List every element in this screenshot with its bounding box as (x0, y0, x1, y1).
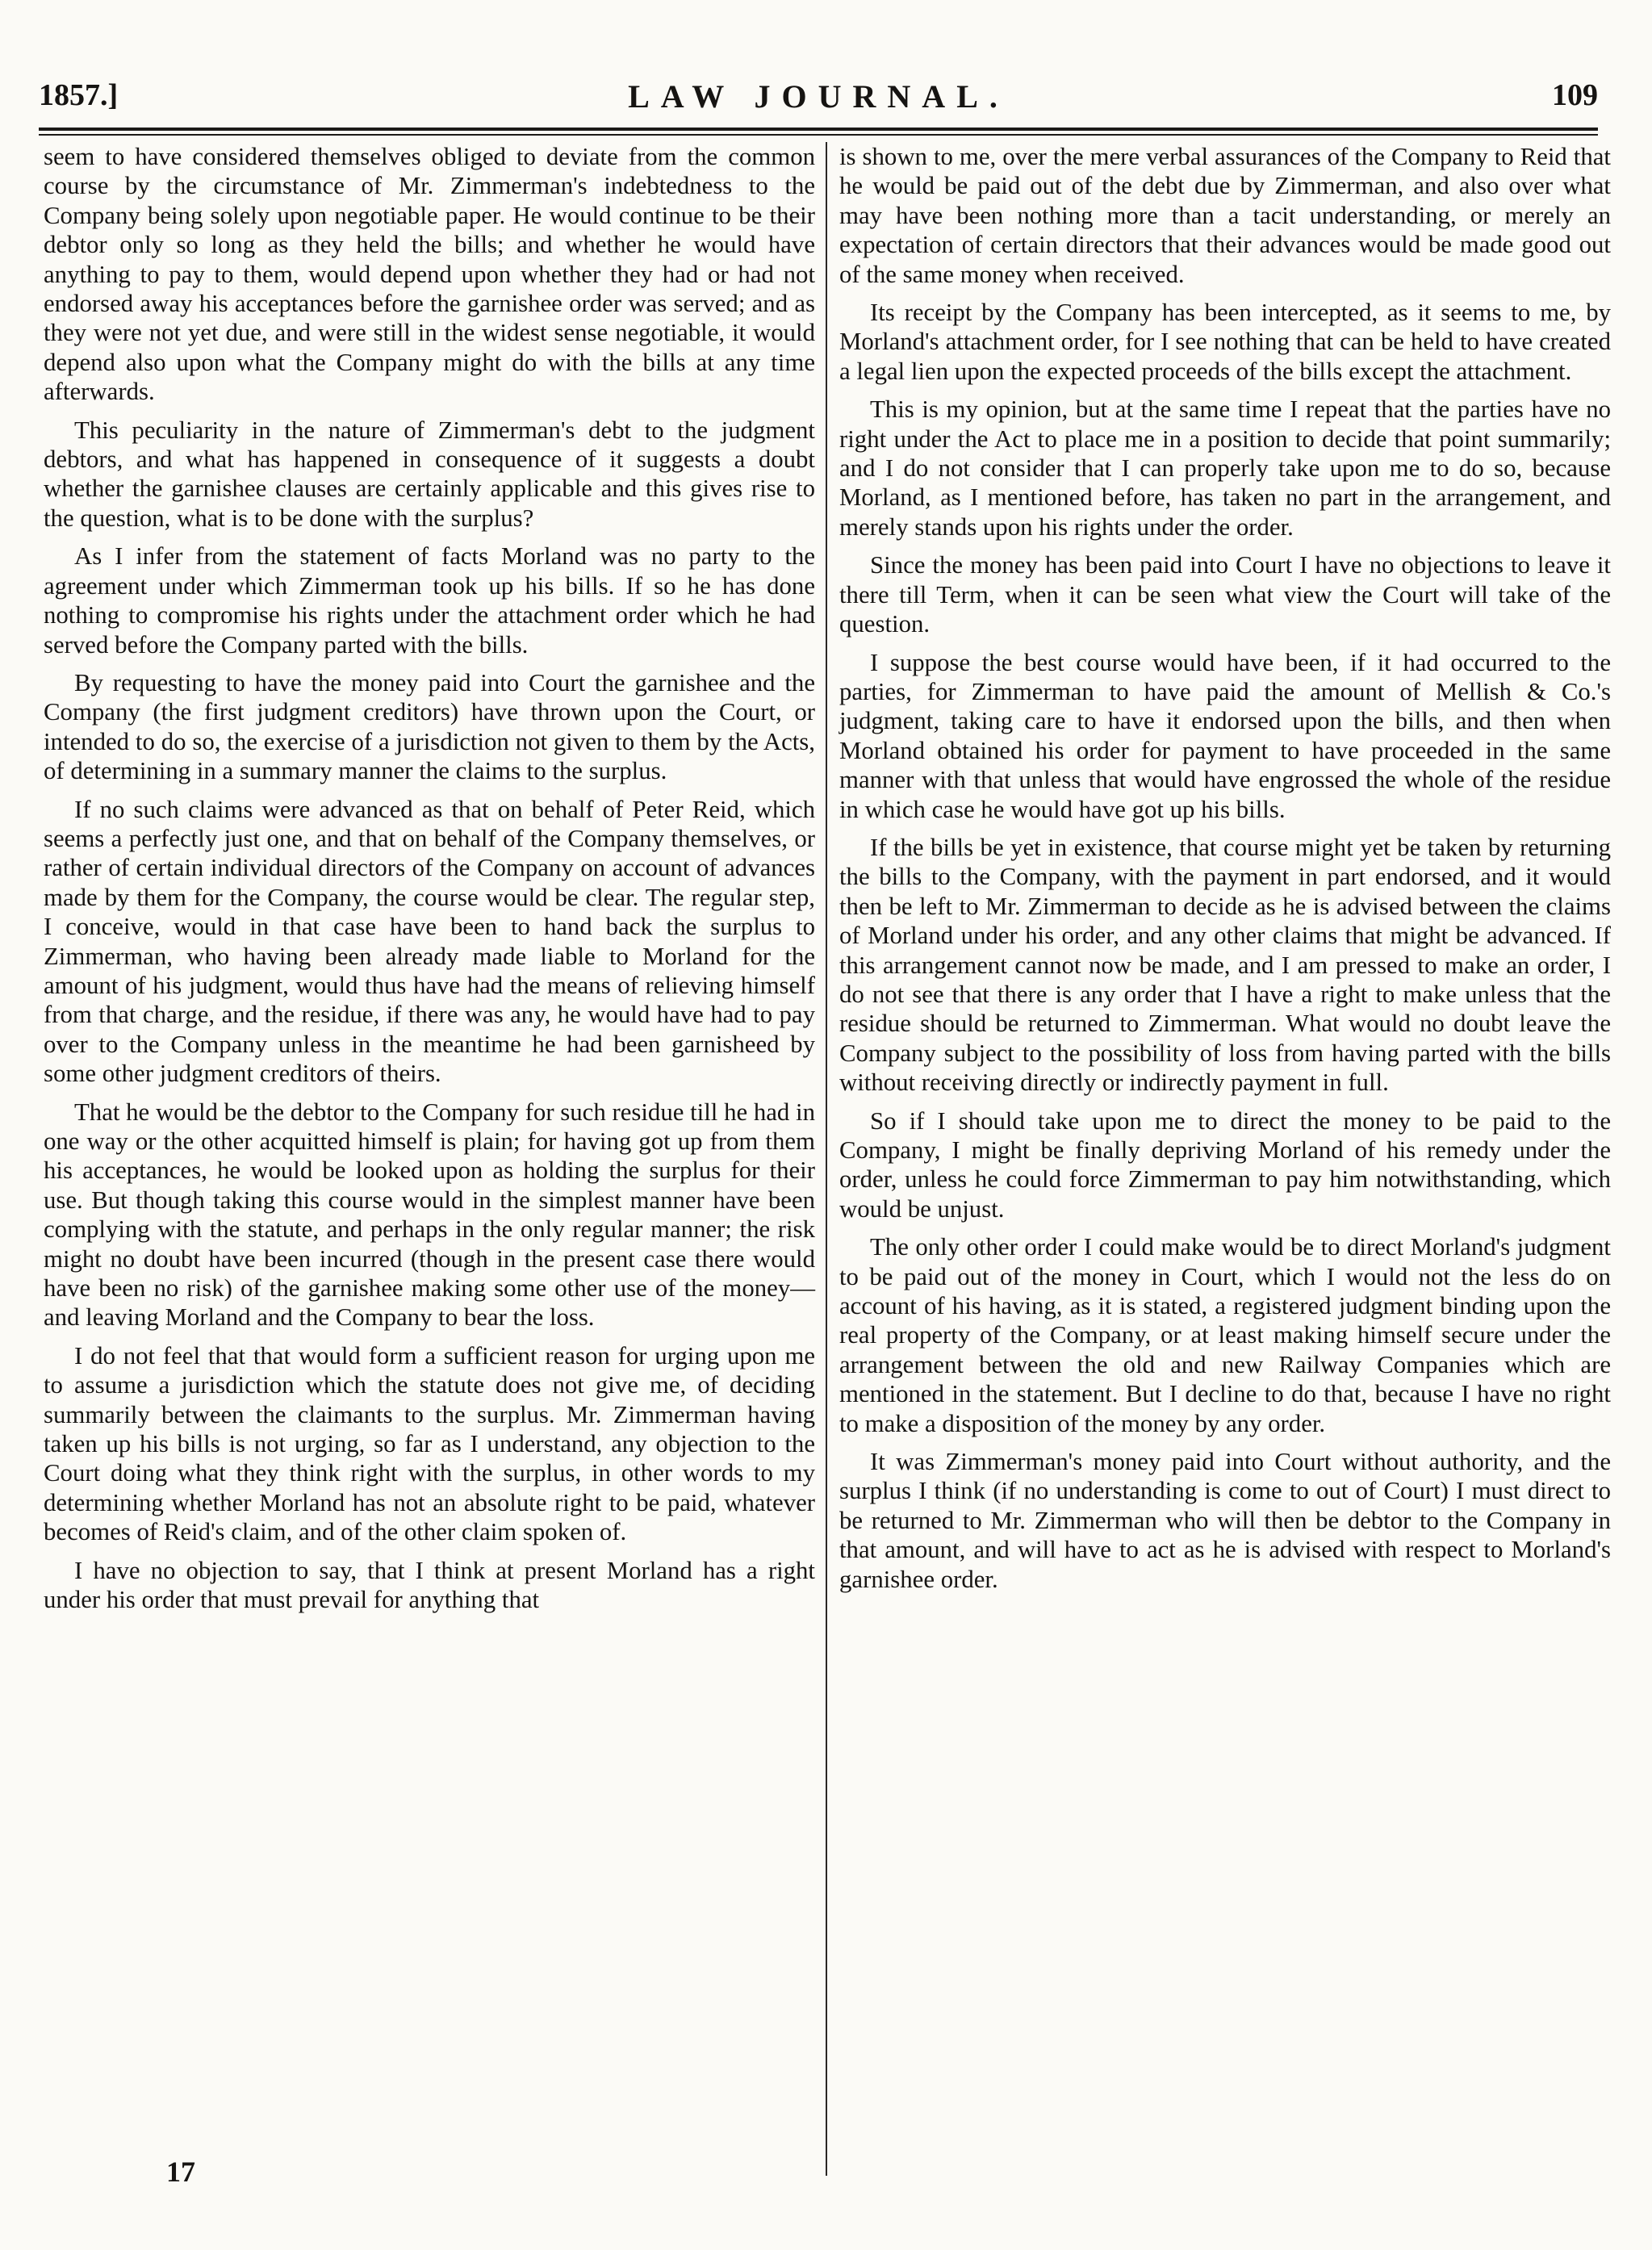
paragraph: As I infer from the statement of facts Morland was no party to the agreement under which Zimmerman took up his bills. If so he has done nothing to compromise his rights under the attachment order which he had served before the Company parted with the bills. (44, 542, 815, 659)
journal-title: LAW JOURNAL. (628, 78, 1009, 115)
signature-mark: 17 (166, 2156, 195, 2188)
paragraph: I have no objection to say, that I think at present Morland has a right under his order that must prevail for anything that (44, 1556, 815, 1614)
paragraph: seem to have considered themselves obliged to deviate from the common course by the circumstance of Mr. Zimmerman's indebtedness to the Company being solely upon negotiable paper. He would continue to be their debtor only so long as they held the bills; and whether he would have anything to pay to them, would depend upon whether they had or had not endorsed away his acceptances before the garnishee order was served; and as they were not yet due, and were still in the widest sense negotiable, it would depend also upon what the Company might do with the bills at any time afterwards. (44, 143, 815, 406)
paragraph: That he would be the debtor to the Company for such residue till he had in one way or the other acquitted himself is plain; for having got up from them his acceptances, he would be looked upon as holding the surplus for their use. But though taking this course would in the simplest manner have been complying with the statute, and perhaps in the only regular manner; the risk might no doubt have been incurred (though in the present case there would have been no risk) of the garnishee making some other use of the money—and leaving Morland and the Company to bear the loss. (44, 1098, 815, 1332)
header-rule-thin (39, 134, 1598, 136)
paragraph: I do not feel that that would form a sufficient reason for urging upon me to assume a jurisdiction which the statute does not give me, of deciding summarily between the claimants to the surplus. Mr. Zimmerman having taken up his bills is not urging, so far as I understand, any objection to the Court doing what they think right with the surplus, in other words to my determining whether Morland has not an absolute right to be paid, whatever becomes of Reid's claim, and of the other claim spoken of. (44, 1341, 815, 1546)
paragraph: If the bills be yet in existence, that course might yet be taken by returning the bills to the Company, with the payment in part endorsed, and it would then be left to Mr. Zimmerman to decide as he is advised between the claims of Morland under his order, and any other claims that might be advanced. If this arrangement cannot now be made, and I am pressed to make an order, I do not see that there is any order that I have a right to make unless that the residue should be returned to Zimmerman. What would no doubt leave the Company subject to the possibility of loss from having parted with the bills without receiving directly or indirectly payment in full. (839, 833, 1611, 1097)
column-divider (826, 142, 827, 2176)
paragraph: The only other order I could make would be to direct Morland's judgment to be paid out of the money in Court, which I would not the less do on account of his having, as it is stated, a registered judgment binding upon the real property of the Company, or at least making himself secure under the arrangement between the old and new Railway Companies which are mentioned in the statement. But I decline to do that, because I have no right to make a disposition of the money by any order. (839, 1233, 1611, 1437)
paragraph: This is my opinion, but at the same time I repeat that the parties have no right under the Act to place me in a position to decide that point summarily; and I do not consider that I can properly take upon me to do so, because Morland, as I mentioned before, has taken no part in the arrangement, and merely stands upon his rights under the order. (839, 395, 1611, 541)
paragraph: Its receipt by the Company has been intercepted, as it seems to me, by Morland's attachment order, for I see nothing that can be held to have created a legal lien upon the expected proceeds of the bills except the attachment. (839, 299, 1611, 385)
paragraph: So if I should take upon me to direct the money to be paid to the Company, I might be finally depriving Morland of his remedy under the order, unless he could force Zimmerman to pay him notwithstanding, which would be unjust. (839, 1106, 1611, 1223)
paragraph: is shown to me, over the mere verbal assurances of the Company to Reid that he would be paid out of the debt due by Zimmerman, and also over what may have been nothing more than a tacit understanding, or merely an expectation of certain directors that their advances would be made good out of the same money when received. (839, 143, 1611, 288)
paragraph: If no such claims were advanced as that on behalf of Peter Reid, which seems a perfectly just one, and that on behalf of the Company themselves, or rather of certain individual directors of the Company on account of advances made by them for the Company, the course would be clear. The regular step, I conceive, would in that case have been to hand back the surplus to Zimmerman, who having been already made liable to Morland for the amount of his judgment, would thus have had the means of relieving himself from that charge, and the residue, if there was any, he would have had to pay over to the Company unless in the meantime he had been garnisheed by some other judgment creditors of theirs. (44, 795, 815, 1088)
paragraph: By requesting to have the money paid into Court the garnishee and the Company (the first judgment creditors) have thrown upon the Court, or intended to do so, the exercise of a jurisdiction not given to them by the Acts, of determining in a summary manner the claims to the surplus. (44, 668, 815, 785)
paragraph: Since the money has been paid into Court I have no objections to leave it there till Term, when it can be seen what view the Court will take of the question. (839, 551, 1611, 638)
left-column (44, 142, 815, 1624)
header-year: 1857.] (39, 78, 119, 112)
paragraph: I suppose the best course would have been, if it had occurred to the parties, for Zimmerman to have paid the amount of Mellish & Co.'s judgment, taking care to have it endorsed upon the bills, and then when Morland obtained his order for payment to have proceeded in the same manner with that unless that would have engrossed the whole of the residue in which case he would have got up his bills. (839, 648, 1611, 823)
right-column (839, 142, 1611, 1603)
paragraph: This peculiarity in the nature of Zimmerman's debt to the judgment debtors, and what has happened in consequence of it suggests a doubt whether the garnishee clauses are certainly applicable and this gives rise to the question, what is to be done with the surplus? (44, 416, 815, 532)
running-header (39, 77, 1598, 129)
page-number: 109 (1552, 78, 1598, 112)
header-rule-thick (39, 128, 1598, 131)
paragraph: It was Zimmerman's money paid into Court without authority, and the surplus I think (if no understanding is come to out of Court) I must direct to be returned to Mr. Zimmerman who will then be debtor to the Company in that amount, and will have to act as he is advised with respect to Morland's garnishee order. (839, 1448, 1611, 1593)
